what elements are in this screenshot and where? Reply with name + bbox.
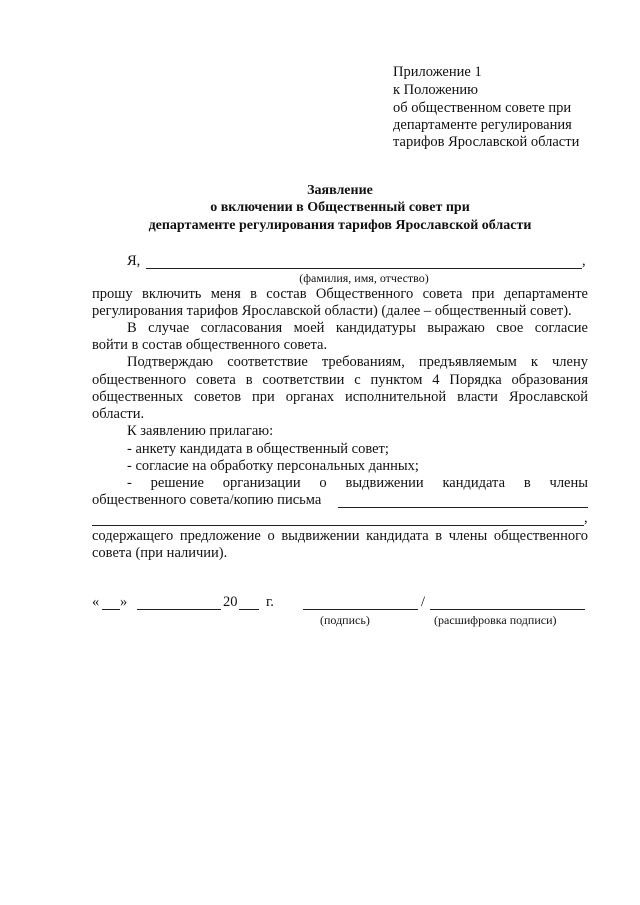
signature-field-line — [303, 609, 418, 610]
name-suffix: , — [582, 253, 586, 269]
month-field-line — [137, 609, 221, 610]
p1-line-1: прошу включить меня в состав Общественного совета при департаменте — [92, 286, 588, 302]
title-line-3: департаменте регулирования тарифов Ярославской области — [148, 218, 532, 233]
p3-line-1: Подтверждаю соответствие требованиям, предъявляемым к члену — [127, 354, 588, 370]
appendix-line-5: тарифов Ярославской области — [393, 134, 580, 150]
signature-caption: (подпись) — [320, 613, 370, 627]
signature-decode-caption: (расшифровка подписи) — [434, 613, 557, 627]
name-caption: (фамилия, имя, отчество) — [299, 271, 429, 285]
p4-line-2: совета (при наличии). — [92, 545, 228, 561]
attach-item-1: - анкету кандидата в общественный совет; — [127, 441, 389, 457]
p3-line-4: области. — [92, 406, 145, 422]
date-quote-close: » — [120, 594, 128, 610]
letter-copy-field-line — [338, 507, 588, 508]
appendix-line-2: к Положению — [393, 82, 478, 98]
name-prefix: Я, — [127, 253, 141, 269]
appendix-line-3: об общественном совете при — [393, 100, 572, 116]
p3-line-2: общественного совета в соответствии с пунктом 4 Порядка образования — [92, 372, 588, 388]
attach-intro: К заявлению прилагаю: — [127, 423, 274, 439]
year-suffix: г. — [266, 594, 274, 610]
p3-line-3: общественных советов при органах исполнительной власти Ярославской — [92, 389, 588, 405]
p2-line-2: войти в состав общественного совета. — [92, 337, 328, 353]
appendix-line-1: Приложение 1 — [393, 64, 482, 80]
p1-line-2: регулирования тарифов Ярославской области) (далее – общественный совет). — [92, 303, 572, 319]
signature-decode-field-line — [430, 609, 585, 610]
p4-line-1: содержащего предложение о выдвижении кандидата в члены общественного — [92, 528, 588, 544]
title-line-1: Заявление — [307, 183, 373, 198]
signature-slash: / — [421, 594, 426, 610]
attach-item-3-line-2: общественного совета/копию письма — [92, 492, 322, 508]
title-line-2: о включении в Общественный совет при — [210, 200, 470, 215]
name-field-line — [146, 268, 582, 269]
date-quote-open: « — [92, 594, 100, 610]
year-field-line — [239, 609, 259, 610]
attach-item-2: - согласие на обработку персональных данных; — [127, 458, 419, 474]
attach-item-3-line-1: - решение организации о выдвижении кандидата в члены — [127, 475, 588, 491]
appendix-line-4: департаменте регулирования — [393, 117, 572, 133]
line-comma: , — [584, 510, 588, 526]
p2-line-1: В случае согласования моей кандидатуры выражаю свое согласие — [127, 320, 588, 336]
day-field-line — [102, 609, 120, 610]
letter-copy-field-line-2 — [92, 525, 584, 526]
year-prefix: 20 — [223, 594, 238, 610]
